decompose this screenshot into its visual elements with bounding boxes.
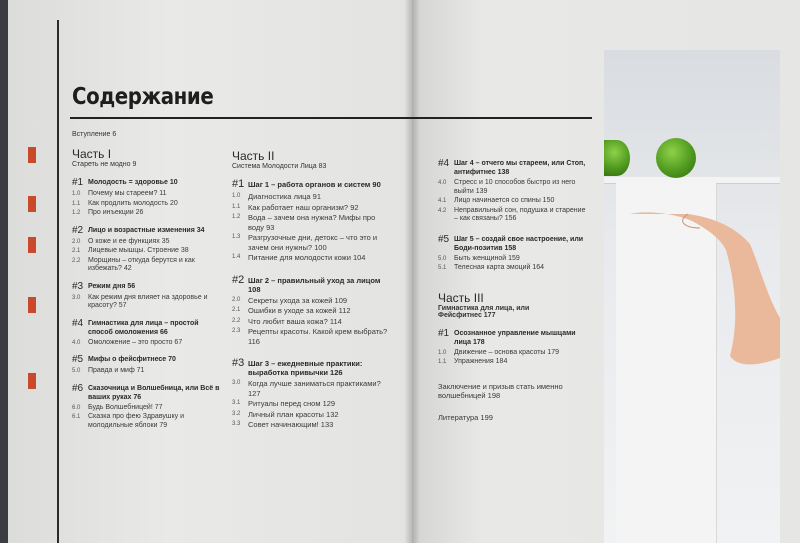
intro-entry[interactable]: Вступление 6 <box>72 131 117 138</box>
section-title: Шаг 2 – правильный уход за лицом 108 <box>248 275 381 294</box>
item-text: Морщины – откуда берутся и как избежать? 42 <box>88 256 195 272</box>
toc-item[interactable] <box>72 404 222 413</box>
section-title: Шаг 3 – ежедневные практики: выработка привычки 126 <box>248 359 363 377</box>
item-number: 2.1 <box>72 248 81 254</box>
toc-item[interactable] <box>232 379 392 398</box>
item-number: 1.3 <box>232 234 241 240</box>
section-number: #2 <box>72 224 84 236</box>
item-text: О коже и ее функциях 35 <box>88 237 170 245</box>
toc-section[interactable] <box>72 177 222 188</box>
section-number: #3 <box>72 280 84 292</box>
toc-item[interactable] <box>232 213 392 232</box>
section-number: #5 <box>72 354 84 365</box>
item-number: 1.4 <box>232 254 241 260</box>
section-title: Сказочница и Волшебница, или Всё в ваших руках 76 <box>88 384 220 401</box>
item-text: Движение – основа красоты 179 <box>454 348 560 356</box>
item-text: Секреты ухода за кожей 109 <box>248 295 348 305</box>
toc-item[interactable] <box>232 317 392 327</box>
book-gutter <box>404 0 420 543</box>
margin-rule <box>57 20 59 543</box>
item-text: Ошибки в уходе за кожей 112 <box>248 306 351 315</box>
section-number: #4 <box>438 158 450 169</box>
conclusion-entry[interactable]: Заключение и призыв стать именно волшебницей 198 <box>438 381 563 400</box>
toc-item[interactable] <box>232 296 392 306</box>
toc-item[interactable] <box>72 209 222 218</box>
toc-item[interactable] <box>232 253 392 263</box>
title-rule-right <box>412 117 592 119</box>
toc-item[interactable] <box>232 203 392 213</box>
item-number: 4.0 <box>72 339 81 346</box>
item-text: Лицевые мышцы. Строение 38 <box>88 247 189 254</box>
section-number: #1 <box>232 178 245 190</box>
section-title: Шаг 4 – отчего мы стареем, или Стоп, антифитнес 138 <box>454 160 586 176</box>
item-number: 6.1 <box>72 414 81 420</box>
item-number: 5.1 <box>438 265 447 271</box>
page-title: Содержание <box>72 84 214 110</box>
toc-item[interactable] <box>232 399 392 409</box>
item-text: Ритуалы перед сном 129 <box>248 399 336 408</box>
item-number: 3.0 <box>232 380 241 386</box>
item-text: Про инъекции 26 <box>88 209 144 216</box>
section-number: #1 <box>72 177 84 188</box>
section-number: #5 <box>438 233 450 245</box>
item-text: Омоложение – это просто 67 <box>88 338 183 346</box>
item-number: 1.0 <box>72 191 81 197</box>
toc-column-part-2 <box>232 150 392 431</box>
toc-section[interactable] <box>72 281 222 292</box>
section-title: Гимнастика для лица – простой способ омоложения 66 <box>88 319 199 336</box>
edge-tab <box>28 373 36 389</box>
item-text: Совет начинающим! 133 <box>248 420 334 429</box>
toc-item[interactable] <box>438 197 588 206</box>
toc-item[interactable] <box>72 294 222 311</box>
item-number: 2.0 <box>232 296 241 303</box>
apple-left-image <box>604 140 630 176</box>
item-text: Телесная карта эмоций 164 <box>454 264 545 271</box>
item-number: 3.3 <box>232 421 241 427</box>
toc-item[interactable] <box>232 420 392 430</box>
item-text: Правда и миф 71 <box>88 367 145 374</box>
item-text: Питание для молодости кожи 104 <box>248 253 366 262</box>
part-heading[interactable]: Часть III <box>438 290 484 305</box>
toc-item[interactable] <box>438 179 588 196</box>
toc-item[interactable] <box>438 255 588 264</box>
edge-tab <box>28 237 36 253</box>
section-title: Осознанное управление мышцами лица 178 <box>454 329 576 346</box>
toc-item[interactable] <box>72 339 222 348</box>
toc-item[interactable] <box>72 413 222 430</box>
item-number: 2.3 <box>232 328 241 334</box>
item-number: 4.1 <box>438 198 447 204</box>
toc-item[interactable] <box>72 190 222 199</box>
item-number: 1.2 <box>72 210 81 216</box>
toc-column-part-1 <box>72 131 222 431</box>
item-number: 2.1 <box>232 307 241 313</box>
toc-item[interactable] <box>232 306 392 316</box>
item-number: 1.0 <box>232 193 241 199</box>
section-title: Лицо и возрастные изменения 34 <box>88 226 205 234</box>
item-text: Разгрузочные дни, детокс – что это и зачем они нужны? 100 <box>248 233 378 252</box>
item-number: 3.2 <box>232 410 241 417</box>
item-number: 5.0 <box>438 255 447 262</box>
item-number: 5.0 <box>72 368 81 374</box>
item-text: Когда лучше заниматься практиками? 127 <box>248 379 381 398</box>
title-rule <box>70 117 412 119</box>
toc-column-part-2-cont <box>438 158 588 423</box>
toc-item[interactable] <box>438 349 588 358</box>
toc-section[interactable] <box>232 358 392 377</box>
section-number: #2 <box>232 273 245 286</box>
section-number: #1 <box>438 327 450 339</box>
toc-item[interactable] <box>438 207 588 224</box>
toc-section[interactable] <box>232 275 392 294</box>
toc-section[interactable] <box>438 158 588 177</box>
part-heading[interactable]: Часть II <box>232 149 275 163</box>
part-heading[interactable]: Часть I <box>72 147 112 161</box>
toc-item[interactable] <box>72 238 222 247</box>
toc-item[interactable] <box>232 410 392 420</box>
toc-item[interactable] <box>438 358 588 367</box>
item-number: 1.0 <box>438 349 447 356</box>
section-number: #3 <box>232 357 245 369</box>
item-text: Как режим дня влияет на здоровье и красоту? 57 <box>88 293 208 309</box>
item-number: 2.2 <box>232 317 241 324</box>
item-number: 1.1 <box>438 359 447 365</box>
toc-section[interactable] <box>72 318 222 337</box>
toc-item[interactable] <box>72 247 222 256</box>
section-title: Шаг 1 – работа органов и систем 90 <box>248 180 381 189</box>
item-text: Стресс и 10 способов быстро из него выйти 139 <box>454 179 576 195</box>
item-number: 3.1 <box>232 400 241 406</box>
item-text: Неправильный сон, подушка и старение – как связаны? 156 <box>454 206 586 222</box>
item-number: 2.0 <box>72 238 81 245</box>
edge-tab <box>28 147 36 163</box>
section-title: Мифы о фейсфитнесе 70 <box>88 356 176 363</box>
toc-section[interactable] <box>72 383 222 402</box>
section-title: Молодость = здоровье 10 <box>88 179 178 186</box>
edge-tab <box>28 196 36 212</box>
section-title: Режим дня 56 <box>88 282 136 290</box>
toc-item[interactable] <box>72 200 222 209</box>
item-number: 1.1 <box>232 203 241 210</box>
toc-item[interactable] <box>72 257 222 274</box>
toc-section[interactable] <box>232 179 392 190</box>
item-text: Вода – зачем она нужна? Мифы про воду 93 <box>248 213 376 232</box>
toc-section[interactable] <box>438 234 588 253</box>
item-text: Быть женщиной 159 <box>454 254 520 262</box>
section-title: Шаг 5 – создай свое настроение, или Боди-позитив 158 <box>454 235 584 252</box>
part-subtitle: Гимнастика для лица, или Фейсфитнес 177 <box>438 304 530 319</box>
item-text: Личный план красоты 132 <box>248 409 339 419</box>
item-number: 2.2 <box>72 257 81 264</box>
item-number: 1.1 <box>72 200 81 207</box>
item-number: 4.2 <box>438 207 447 214</box>
item-text: Что любит ваша кожа? 114 <box>248 316 342 326</box>
apple-right-image <box>656 138 696 178</box>
item-number: 3.0 <box>72 294 81 301</box>
toc-item[interactable] <box>232 192 392 202</box>
section-number: #4 <box>72 317 84 329</box>
toc-section[interactable] <box>438 328 588 347</box>
item-number: 6.0 <box>72 404 81 411</box>
literature-entry[interactable]: Литература 199 <box>438 412 493 422</box>
part-subtitle: Стареть не модно 9 <box>72 161 137 168</box>
toc-item[interactable] <box>72 367 222 376</box>
item-text: Сказка про фею Здравушку и молодильные яблоки 79 <box>88 413 184 429</box>
item-text: Будь Волшебницей! 77 <box>88 403 163 411</box>
toc-item[interactable] <box>232 327 392 346</box>
item-text: Упражнения 184 <box>454 358 508 365</box>
toc-item[interactable] <box>232 233 392 252</box>
toc-section[interactable] <box>72 225 222 236</box>
item-text: Как продлить молодость 20 <box>88 199 178 207</box>
arm-image <box>628 208 780 388</box>
item-text: Почему мы стареем? 11 <box>88 190 167 197</box>
item-number: 1.2 <box>232 214 241 220</box>
section-number: #6 <box>72 382 84 394</box>
edge-tab <box>28 297 36 313</box>
item-text: Рецепты красоты. Какой крем выбрать? 116 <box>248 327 388 346</box>
toc-item[interactable] <box>438 264 588 273</box>
item-text: Лицо начинается со спины 150 <box>454 197 555 204</box>
item-number: 4.0 <box>438 180 447 186</box>
toc-section[interactable] <box>72 354 222 365</box>
item-text: Диагностика лица 91 <box>248 192 322 201</box>
item-text: Как работает наш организм? 92 <box>248 202 359 212</box>
part-subtitle: Система Молодости Лица 83 <box>232 163 327 170</box>
